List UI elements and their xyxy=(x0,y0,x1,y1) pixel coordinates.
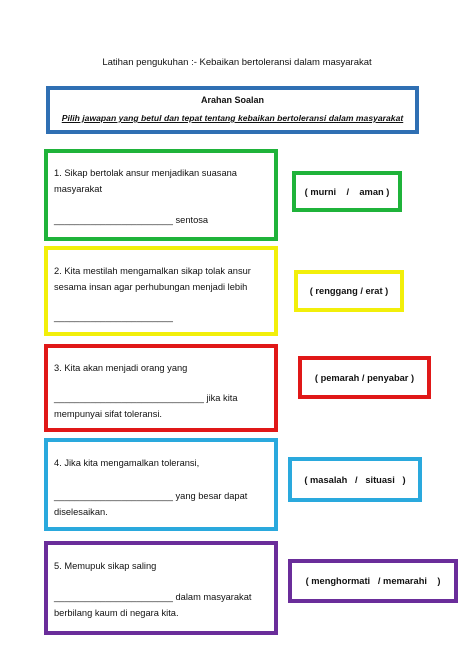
question-1-line-1: 1. Sikap bertolak ansur menjadikan suasana xyxy=(54,168,237,178)
question-3-line-3: mempunyai sifat toleransi. xyxy=(54,409,162,419)
question-5-line-3: berbilang kaum di negara kita. xyxy=(54,608,179,618)
instructions-text: Pilih jawapan yang betul dan tepat tentang kebaikan bertoleransi dalam masyarakat xyxy=(61,113,404,123)
worksheet-title: Latihan pengukuhan :- Kebaikan bertoleransi dalam masyarakat xyxy=(102,57,372,68)
question-3-box xyxy=(44,344,278,432)
question-2-box xyxy=(44,246,278,336)
question-4-box xyxy=(44,438,278,531)
question-2-line-2: sesama insan agar perhubungan menjadi lebih xyxy=(54,282,248,292)
question-1-options: ( murni / aman ) xyxy=(292,171,402,212)
question-5-box xyxy=(44,541,278,635)
question-3-line-2: _____________________________ jika kita xyxy=(54,393,238,403)
question-5-line-2: _______________________ dalam masyarakat xyxy=(54,592,252,602)
question-5-line-1: 5. Memupuk sikap saling xyxy=(54,561,157,571)
question-2-line-3: _______________________ xyxy=(54,312,173,322)
question-4-line-2: _______________________ yang besar dapat xyxy=(54,491,248,501)
question-5-options: ( menghormati / memarahi ) xyxy=(288,559,458,603)
question-4-line-1: 4. Jika kita mengamalkan toleransi, xyxy=(54,458,200,468)
question-3-options: ( pemarah / penyabar ) xyxy=(298,356,431,399)
instructions-box xyxy=(46,86,419,134)
question-2-options: ( renggang / erat ) xyxy=(294,270,404,312)
question-2-line-1: 2. Kita mestilah mengamalkan sikap tolak ansur xyxy=(54,266,251,276)
question-1-box xyxy=(44,149,278,241)
question-1-line-2: masyarakat xyxy=(54,184,103,194)
question-3-line-1: 3. Kita akan menjadi orang yang xyxy=(54,363,188,373)
question-4-line-3: diselesaikan. xyxy=(54,507,108,517)
question-1-line-3: _______________________ sentosa xyxy=(54,215,209,225)
instructions-heading: Arahan Soalan xyxy=(200,95,265,105)
question-4-options: ( masalah / situasi ) xyxy=(288,457,422,502)
